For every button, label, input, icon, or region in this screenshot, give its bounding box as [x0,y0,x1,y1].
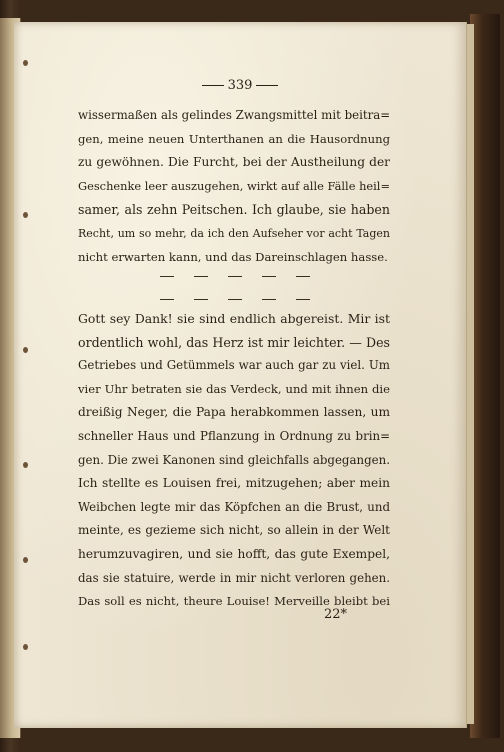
binding-hole-icon [23,462,28,468]
signature-mark: 22* [324,607,348,622]
binding-hole-icon [23,60,28,66]
text-line: Das soll es nicht, theure Louise! Merveille bleibt bei [78,594,390,609]
page-header [14,78,466,93]
text-line: gen, meine neuen Unterthanen an die Hausordnung [78,131,390,146]
binding-hole-icon [23,347,28,353]
separator-dash [160,299,174,300]
section-separator [160,299,310,300]
binding-hole-icon [23,212,28,218]
section-separator [160,276,310,277]
separator-dash [194,299,208,300]
separator-dash [262,276,276,277]
separator-dash [228,299,242,300]
separator-dash [296,299,310,300]
text-line: schneller Haus und Pflanzung in Ordnung zu brin= [78,428,390,443]
text-line: das sie statuire, werde in mir nicht verloren gehen. [78,570,390,585]
separator-dash [194,276,208,277]
text-line: wissermaßen als gelindes Zwangsmittel mit beitra= [78,108,391,122]
separator-dash [160,276,174,277]
text-line: herumzuvagiren, und sie hofft, das gute Exempel, [78,546,390,561]
separator-dash [296,276,310,277]
text-line: zu gewöhnen. Die Furcht, bei der Austheilung der [78,155,390,170]
text-line: Weibchen legte mir das Köpfchen an die Brust, und [78,499,390,514]
paragraph-1 [78,104,390,269]
book-cover-right [470,14,500,738]
text-line: Recht, um so mehr, da ich den Aufseher vor acht Tagen [78,226,390,240]
text-line: meinte, es gezieme sich nicht, so allein in der Welt [78,523,390,538]
text-line: Gott sey Dank! sie sind endlich abgereist. Mir ist [78,311,390,326]
text-line: gen. Die zwei Kanonen sind gleichfalls abgegangen. [78,452,390,467]
header-ornament-right-icon [256,85,278,86]
text-line: vier Uhr betraten sie das Verdeck, und mit ihnen die [78,381,390,396]
text-line: nicht erwarten kann, und das Dareinschlagen hasse. [78,249,388,264]
text-line: dreißig Neger, die Papa herabkommen lassen, um [78,405,390,420]
text-line: samer, als zehn Peitschen. Ich glaube, sie haben [78,202,390,218]
header-ornament-left-icon [202,85,224,86]
page-number: 339 [227,78,253,93]
binding-hole-icon [23,644,28,650]
paragraph-2 [78,307,390,614]
separator-dash [228,276,242,277]
separator-dash [262,299,276,300]
text-line: Getriebes und Getümmels war auch gar zu viel. Um [78,358,390,373]
text-line: ordentlich wohl, das Herz ist mir leichter. — Des [78,334,390,350]
binding-hole-icon [23,557,28,563]
text-line: Ich stellte es Louisen frei, mitzugehen; aber mein [78,476,390,491]
text-line: Geschenke leer auszugehen, wirkt auf alle Fälle heil= [78,178,390,193]
